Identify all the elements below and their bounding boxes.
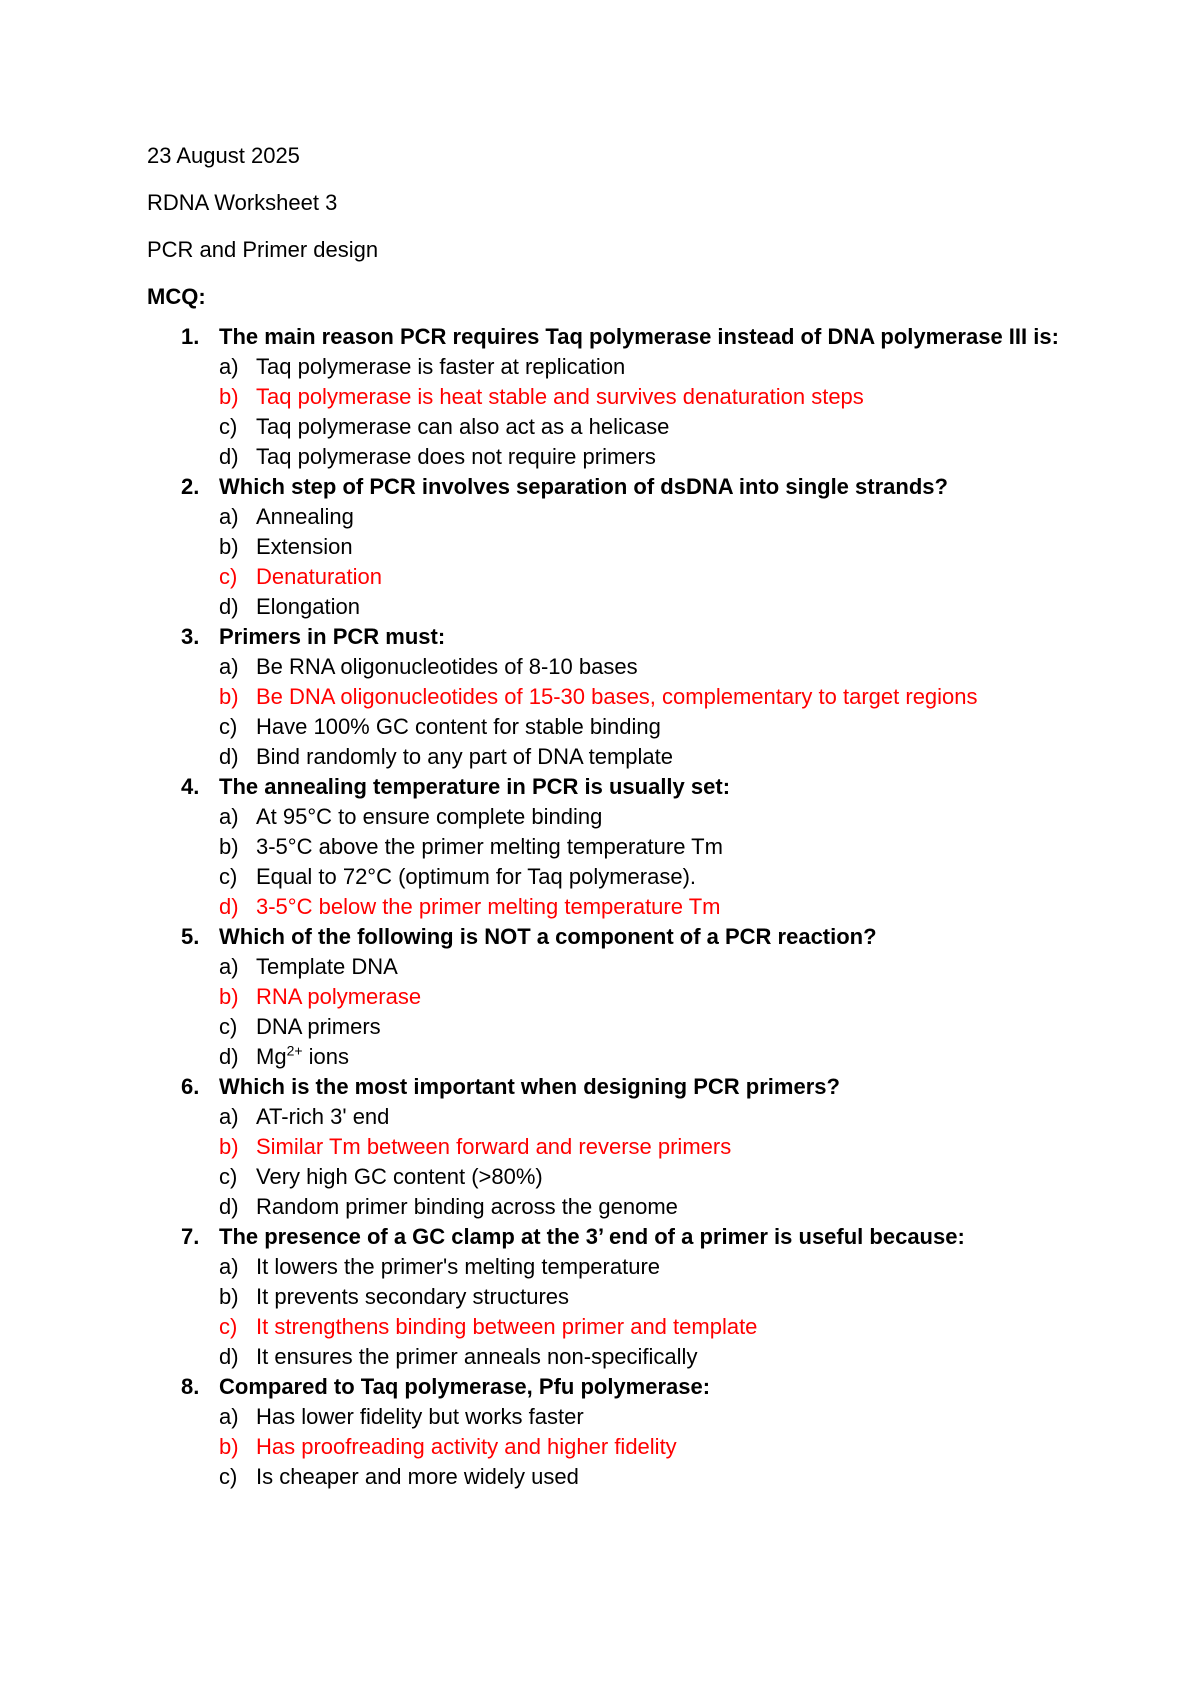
option-letter: b)	[219, 1134, 239, 1159]
option-text: It ensures the primer anneals non-specifically	[256, 1344, 698, 1369]
option-letter: c)	[219, 864, 238, 889]
question-text: The main reason PCR requires Taq polymerase instead of DNA polymerase III is:	[219, 324, 1059, 349]
document-title: RDNA Worksheet 3	[147, 190, 338, 215]
option-letter: c)	[219, 1014, 238, 1039]
option-letter: d)	[219, 894, 239, 919]
answer-option-correct	[219, 892, 1107, 922]
option-letter: d)	[219, 444, 239, 469]
question	[181, 622, 1107, 772]
option-letter: c)	[219, 1314, 238, 1339]
answer-option-correct	[219, 682, 1107, 712]
option-letter: a)	[219, 354, 239, 379]
question-text: Which step of PCR involves separation of dsDNA into single strands?	[219, 474, 948, 499]
answer-option	[219, 1102, 1107, 1132]
option-text: Denaturation	[256, 564, 382, 589]
answer-option	[219, 1162, 1107, 1192]
document-date: 23 August 2025	[147, 143, 300, 168]
option-text: Similar Tm between forward and reverse primers	[256, 1134, 732, 1159]
option-letter: b)	[219, 1434, 239, 1459]
option-text: Extension	[256, 534, 353, 559]
option-text: Be DNA oligonucleotides of 15-30 bases, complementary to target regions	[256, 684, 978, 709]
answer-option-correct	[219, 562, 1107, 592]
answer-option	[219, 652, 1107, 682]
question-number: 7.	[181, 1224, 200, 1249]
question-text: Which of the following is NOT a component of a PCR reaction?	[219, 924, 877, 949]
option-letter: a)	[219, 1404, 239, 1429]
answer-option	[219, 742, 1107, 772]
question-number: 2.	[181, 474, 200, 499]
option-text: 3-5°C below the primer melting temperature Tm	[256, 894, 721, 919]
answer-option-correct	[219, 1312, 1107, 1342]
question	[181, 1222, 1107, 1372]
answer-option	[219, 712, 1107, 742]
option-text: It lowers the primer's melting temperature	[256, 1254, 661, 1279]
option-text: Mg	[256, 1044, 287, 1069]
answer-option	[219, 1042, 1107, 1072]
option-text: Annealing	[256, 504, 354, 529]
answer-option	[219, 1402, 1107, 1432]
answer-option	[219, 832, 1107, 862]
option-letter: c)	[219, 714, 238, 739]
answer-option	[219, 1012, 1107, 1042]
option-text-suffix: ions	[302, 1044, 350, 1069]
option-letter: d)	[219, 1344, 239, 1369]
answer-option	[219, 592, 1107, 622]
option-letter: b)	[219, 834, 239, 859]
option-text: Taq polymerase is heat stable and survives denaturation steps	[256, 384, 864, 409]
option-text: Has lower fidelity but works faster	[256, 1404, 584, 1429]
question	[181, 1072, 1107, 1222]
answer-option	[219, 502, 1107, 532]
option-text: Random primer binding across the genome	[256, 1194, 678, 1219]
option-letter: c)	[219, 414, 238, 439]
option-letter: a)	[219, 1104, 239, 1129]
answer-option	[219, 532, 1107, 562]
option-letter: a)	[219, 954, 239, 979]
option-text: 3-5°C above the primer melting temperature Tm	[256, 834, 723, 859]
option-superscript: 2+	[286, 1042, 303, 1059]
question-number: 4.	[181, 774, 200, 799]
option-text: It strengthens binding between primer and template	[256, 1314, 758, 1339]
section-label: MCQ:	[147, 284, 206, 309]
option-text: Be RNA oligonucleotides of 8-10 bases	[256, 654, 638, 679]
question-number: 8.	[181, 1374, 200, 1399]
option-letter: d)	[219, 744, 239, 769]
option-letter: a)	[219, 1254, 239, 1279]
question-text: The annealing temperature in PCR is usually set:	[219, 774, 731, 799]
question-number: 5.	[181, 924, 200, 949]
question	[181, 1372, 1107, 1492]
option-letter: b)	[219, 984, 239, 1009]
question-text: Which is the most important when designing PCR primers?	[219, 1074, 840, 1099]
option-text: Template DNA	[256, 954, 398, 979]
question	[181, 922, 1107, 1072]
answer-option	[219, 802, 1107, 832]
answer-option	[219, 412, 1107, 442]
option-letter: b)	[219, 1284, 239, 1309]
question-text: Primers in PCR must:	[219, 624, 446, 649]
question	[181, 772, 1107, 922]
answer-option	[219, 1462, 1107, 1492]
option-text: It prevents secondary structures	[256, 1284, 570, 1309]
question-list	[147, 322, 1107, 1492]
option-text: Taq polymerase can also act as a helicase	[256, 414, 670, 439]
answer-option-correct	[219, 382, 1107, 412]
option-text: At 95°C to ensure complete binding	[256, 804, 603, 829]
option-letter: a)	[219, 804, 239, 829]
option-text: Taq polymerase is faster at replication	[256, 354, 626, 379]
option-letter: d)	[219, 1044, 239, 1069]
answer-option	[219, 352, 1107, 382]
option-letter: d)	[219, 594, 239, 619]
document-subtitle: PCR and Primer design	[147, 237, 379, 262]
answer-option	[219, 1282, 1107, 1312]
option-text: DNA primers	[256, 1014, 381, 1039]
question-text: The presence of a GC clamp at the 3’ end of a primer is useful because:	[219, 1224, 965, 1249]
question	[181, 472, 1107, 622]
answer-option-correct	[219, 1132, 1107, 1162]
option-letter: a)	[219, 654, 239, 679]
answer-option	[219, 442, 1107, 472]
option-letter: b)	[219, 534, 239, 559]
option-letter: a)	[219, 504, 239, 529]
option-text: Elongation	[256, 594, 360, 619]
answer-option	[219, 1192, 1107, 1222]
option-letter: d)	[219, 1194, 239, 1219]
question-number: 6.	[181, 1074, 200, 1099]
option-text: Very high GC content (>80%)	[256, 1164, 543, 1189]
question-text: Compared to Taq polymerase, Pfu polymerase:	[219, 1374, 711, 1399]
answer-option-correct	[219, 1432, 1107, 1462]
answer-option	[219, 862, 1107, 892]
option-letter: c)	[219, 564, 238, 589]
option-letter: b)	[219, 384, 239, 409]
answer-option	[219, 1342, 1107, 1372]
question-number: 3.	[181, 624, 200, 649]
answer-option	[219, 952, 1107, 982]
option-letter: c)	[219, 1464, 238, 1489]
option-text: Taq polymerase does not require primers	[256, 444, 656, 469]
option-text: Have 100% GC content for stable binding	[256, 714, 661, 739]
option-letter: b)	[219, 684, 239, 709]
answer-option-correct	[219, 982, 1107, 1012]
question	[181, 322, 1107, 472]
question-number: 1.	[181, 324, 200, 349]
option-text: Has proofreading activity and higher fidelity	[256, 1434, 677, 1459]
option-text: Equal to 72°C (optimum for Taq polymerase).	[256, 864, 697, 889]
option-text: Bind randomly to any part of DNA template	[256, 744, 673, 769]
option-text: AT-rich 3' end	[256, 1104, 390, 1129]
answer-option	[219, 1252, 1107, 1282]
option-text: Is cheaper and more widely used	[256, 1464, 579, 1489]
document-body	[147, 143, 1107, 1492]
option-letter: c)	[219, 1164, 238, 1189]
option-text: RNA polymerase	[256, 984, 422, 1009]
